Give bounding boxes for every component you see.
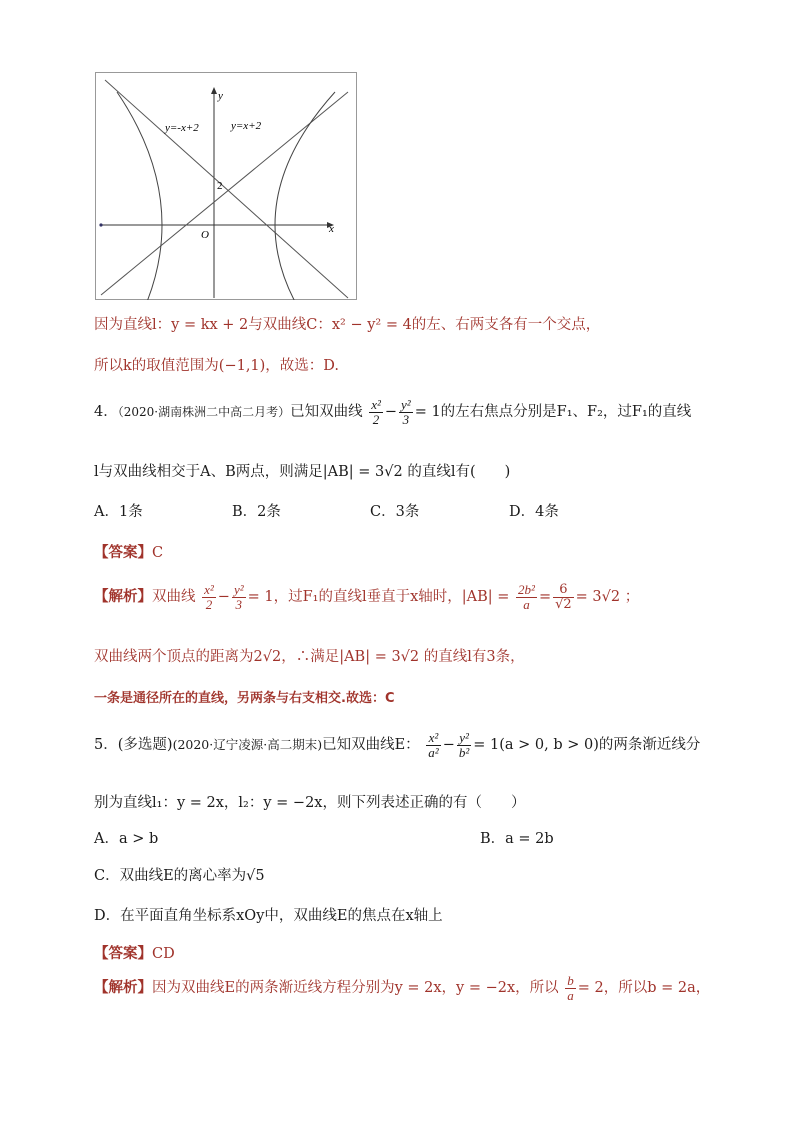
q4-stem-b: = 1的左右焦点分别是F₁、F₂，过F₁的直线 — [414, 404, 692, 421]
prev-solution-line1: 因为直线l：y = kx + 2与双曲线C：x² − y² = 4的左、右两支各有一个交点， — [94, 317, 601, 333]
q5-source: (2020·辽宁凌源·高二期末) — [172, 737, 323, 753]
q5-stem-line1: 5．(多选题)(2020·辽宁凌源·高二期末)已知双曲线E： $\frac{\text{x²}}{\text{a²}}$ − $\frac{\text{y²}}{\text{b²}}$ = 1(a > 0, b > 0)的两条渐近线分 — [94, 730, 701, 760]
q4-analysis-text-b: = 1，过F₁的直线l垂直于x轴时，|AB| = — [247, 589, 510, 606]
q4-source: （2020·湖南株洲二中高二月考） — [117, 405, 291, 420]
label-left-line: y=-x+2 — [165, 122, 199, 134]
q4-frac1: $\frac{\text{x²}}{2}$ — [371, 397, 381, 427]
intercept-label: 2 — [217, 180, 223, 192]
axis-y-label: y — [218, 90, 223, 102]
q4-stem-a: 已知双曲线 — [290, 404, 363, 421]
q5-analysis-text-b: = 2，所以b = 2a， — [577, 980, 711, 997]
q4-analysis-text-a: 双曲线 — [152, 589, 196, 606]
q4-analysis-line2: 双曲线两个顶点的距离为2√2，∴满足|AB| = 3√2 的直线l有3条， — [94, 649, 525, 665]
q5-analysis-frac: $\frac{b}{a}$ — [567, 973, 574, 1003]
q5-tag: (多选题) — [117, 737, 173, 754]
q4-answer-value: C — [152, 545, 164, 561]
q4-option-a: A．1条 — [94, 504, 143, 520]
q4-stem-line1: 4．（2020·湖南株洲二中高二月考）已知双曲线 $\frac{\text{x²}}{2}$ − $\frac{\text{y²}}{3}$ = 1的左右焦点分别是F₁、F₂，过F₁的直线 — [94, 397, 692, 427]
hyperbola-right-branch — [275, 92, 335, 300]
q4-analysis-label: 【解析】 — [94, 588, 152, 606]
line-y-neg-x-plus-2 — [105, 80, 348, 298]
q5-option-b: B．a = 2b — [480, 831, 554, 847]
q4-analysis-line3: 一条是通径所在的直线，另两条与右支相交.故选：C — [94, 691, 395, 706]
hyperbola-figure — [95, 72, 357, 300]
q4-option-c: C．3条 — [370, 504, 420, 520]
q5-answer-label: 【答案】 — [94, 945, 152, 962]
q4-number: 4． — [94, 404, 118, 421]
q4-frac2: $\frac{\text{y²}}{3}$ — [401, 397, 411, 427]
origin-label: O — [201, 229, 209, 241]
q4-analysis-text-c: = 3√2 ； — [575, 589, 640, 606]
q4-analysis-frac4: $\frac{6}{√2}$ — [555, 582, 572, 612]
q5-analysis-label: 【解析】 — [94, 979, 152, 997]
q5-number: 5． — [94, 737, 118, 754]
axis-x-label: x — [329, 223, 334, 235]
q5-analysis-text-a: 因为双曲线E的两条渐近线方程分别为y = 2x，y = −2x，所以 — [152, 980, 559, 997]
q4-answer-label: 【答案】 — [94, 544, 152, 561]
y-axis-arrow — [211, 87, 217, 94]
q5-frac2: $\frac{\text{y²}}{\text{b²}}$ — [458, 730, 470, 760]
q4-option-d: D．4条 — [509, 504, 559, 520]
q5-option-a: A．a > b — [94, 831, 159, 847]
q5-stem-line2: 别为直线l₁：y = 2x，l₂：y = −2x，则下列表述正确的有（ ） — [94, 795, 526, 811]
q4-analysis-frac3: $\frac{\text{2b²}}{a}$ — [518, 582, 535, 612]
q4-stem-line2: l与双曲线相交于A、B两点，则满足|AB| = 3√2 的直线l有( ) — [94, 464, 511, 480]
q5-option-d: D．在平面直角坐标系xOy中，双曲线E的焦点在x轴上 — [94, 908, 443, 924]
q5-answer-value: CD — [152, 946, 175, 962]
prev-solution-line2: 所以k的取值范围为(−1,1)，故选：D. — [94, 358, 340, 374]
q5-analysis-line1 — [94, 974, 710, 1002]
q5-option-c: C．双曲线E的离心率为√5 — [94, 868, 265, 884]
q4-analysis-frac2: $\frac{\text{y²}}{3}$ — [233, 582, 244, 612]
q5-stem-b: = 1(a > 0, b > 0)的两条渐近线分 — [473, 737, 701, 754]
q4-analysis-frac1: $\frac{\text{x²}}{2}$ — [204, 582, 214, 612]
q4-option-b: B．2条 — [232, 504, 281, 520]
q5-stem-a: 已知双曲线E： — [322, 737, 420, 754]
q5-frac1: $\frac{\text{x²}}{\text{a²}}$ — [428, 730, 439, 760]
q4-answer — [94, 541, 163, 562]
q5-answer — [94, 942, 175, 963]
x-axis-start-dot — [99, 223, 102, 226]
label-right-line: y=x+2 — [231, 120, 262, 132]
q4-analysis-line1: 【解析】双曲线 $\frac{\text{x²}}{2}$ − $\frac{\text{y²}}{3}$ = 1，过F₁的直线l垂直于x轴时，|AB| = $\frac{\text{2b²}}{a}$ = $\frac{6}{√2}$ = 3√2 ； — [94, 582, 640, 612]
hyperbola-left-branch — [117, 92, 162, 300]
